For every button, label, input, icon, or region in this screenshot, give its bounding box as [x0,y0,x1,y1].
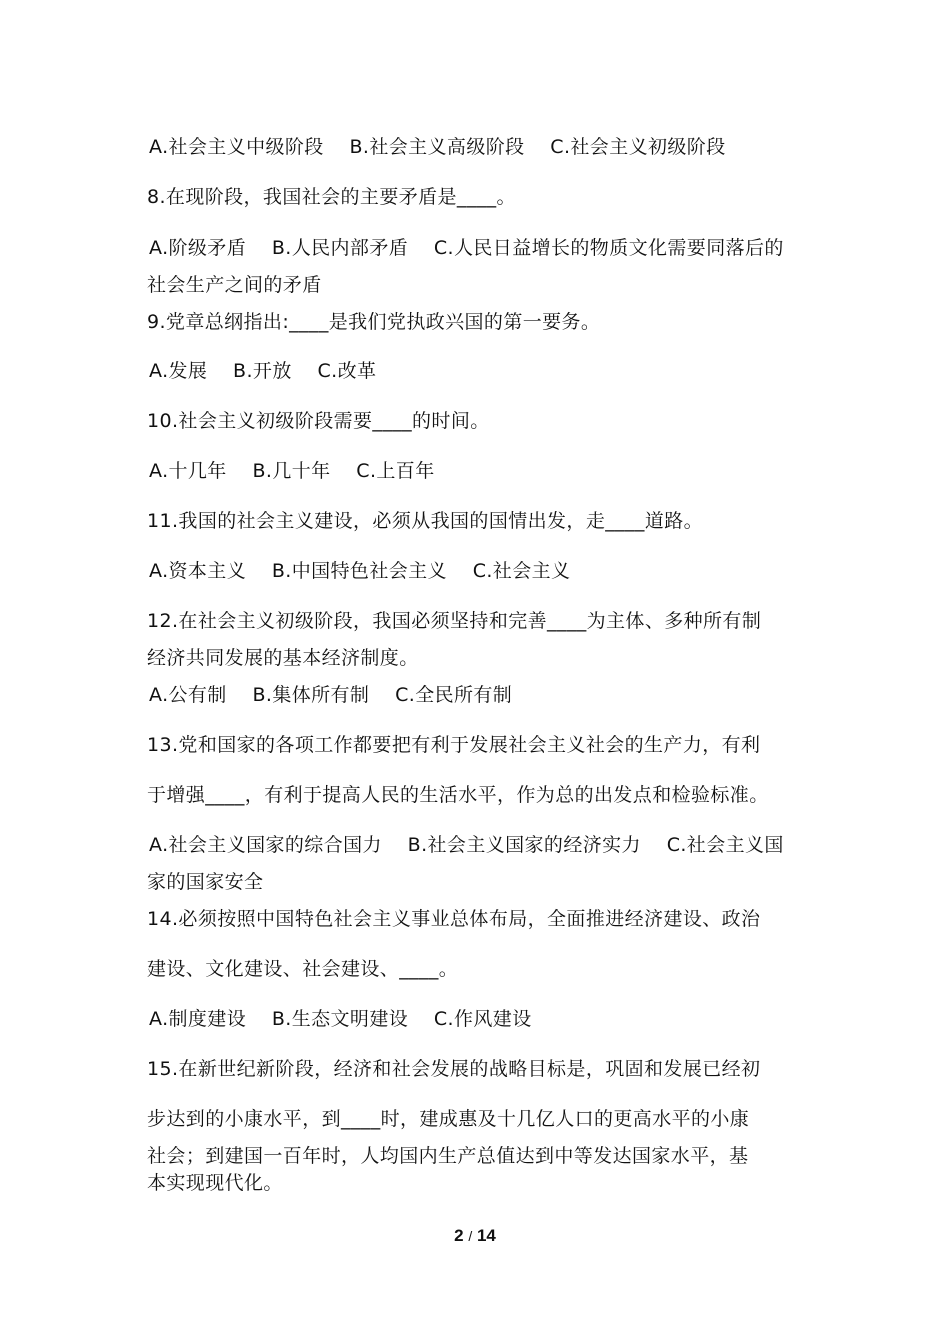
question-10-stem: 10.社会主义初级阶段需要____的时间。 [147,410,490,432]
question-12-stem: 12.在社会主义初级阶段，我国必须坚持和完善____为主体、多种所有制 [147,610,762,632]
question-15-stem-cont-1: 步达到的小康水平，到____时，建成惠及十几亿人口的更高水平的小康 [147,1108,750,1130]
question-9-options: A.发展 B.开放 C.改革 [149,360,377,382]
question-8-options: A.阶级矛盾 B.人民内部矛盾 C.人民日益增长的物质文化需要同落后的 [149,237,784,259]
question-9-stem: 9.党章总纲指出:____是我们党执政兴国的第一要务。 [147,311,601,333]
question-12-options: A.公有制 B.集体所有制 C.全民所有制 [149,684,513,706]
question-13-stem-cont: 于增强____，有利于提高人民的生活水平，作为总的出发点和检验标准。 [147,784,769,806]
question-12-stem-cont: 经济共同发展的基本经济制度。 [147,647,419,669]
page-number [0,1226,950,1246]
page-current: 2 [454,1226,464,1245]
page-separator: / [468,1228,473,1244]
question-14-options: A.制度建设 B.生态文明建设 C.作风建设 [149,1008,532,1030]
question-8-options-cont: 社会生产之间的矛盾 [147,274,322,296]
question-13-options: A.社会主义国家的综合国力 B.社会主义国家的经济实力 C.社会主义国 [149,834,784,856]
question-14-stem: 14.必须按照中国特色社会主义事业总体布局，全面推进经济建设、政治 [147,908,761,930]
question-7-options: A.社会主义中级阶段 B.社会主义高级阶段 C.社会主义初级阶段 [149,136,726,158]
question-15-stem-cont-2: 社会；到建国一百年时，人均国内生产总值达到中等发达国家水平，基 [147,1145,749,1167]
question-13-options-cont: 家的国家安全 [147,871,264,893]
question-13-stem: 13.党和国家的各项工作都要把有利于发展社会主义社会的生产力，有利 [147,734,761,756]
question-15-stem: 15.在新世纪新阶段，经济和社会发展的战略目标是，巩固和发展已经初 [147,1058,761,1080]
question-11-stem: 11.我国的社会主义建设，必须从我国的国情出发，走____道路。 [147,510,704,532]
question-11-options: A.资本主义 B.中国特色社会主义 C.社会主义 [149,560,571,582]
question-14-stem-cont: 建设、文化建设、社会建设、____。 [147,958,459,980]
question-10-options: A.十几年 B.几十年 C.上百年 [149,460,435,482]
page-total: 14 [476,1226,496,1245]
question-15-stem-cont-3: 本实现现代化。 [147,1172,283,1194]
question-8-stem: 8.在现阶段，我国社会的主要矛盾是____。 [147,186,516,208]
